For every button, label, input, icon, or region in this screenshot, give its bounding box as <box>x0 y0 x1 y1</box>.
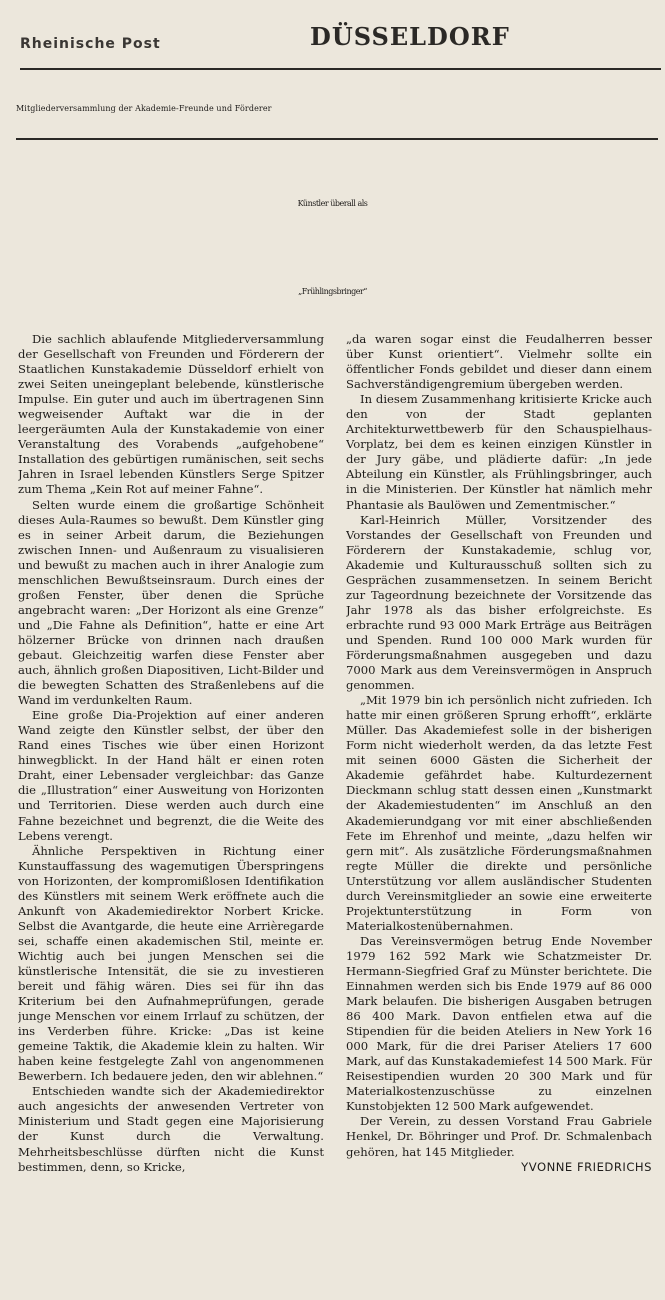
headline-line-1: Künstler überall als <box>297 199 368 208</box>
headline-line-2: „Frühlingsbringer“ <box>298 287 367 296</box>
paragraph: Der Verein, zu dessen Vorstand Frau Gabriele Henkel, Dr. Böhringer und Prof. Dr. Schmalenbach gehören, hat 145 Mitglieder. <box>346 1114 652 1159</box>
paragraph: Die sachlich ablaufende Mitgliederversammlung der Gesellschaft von Freunden und Förderern der Staatlichen Kunstakademie Düsseldorf erhielt von zwei Seiten uneingeplant belebende, künstlerische Impulse. Ein guter und auch im übertragenen Sinn wegweisender Auftakt war die in der leergeräumten Aula der Kunstakademie von einer Veranstaltung des Vorabends „aufgehobene“ Installation des gebürtigen rumänischen, seit sechs Jahren in Israel lebenden Künstlers Serge Spitzer zum Thema „Kein Rot auf meiner Fahne“. <box>18 332 324 497</box>
article-kicker: Mitgliederversammlung der Akademie-Freunde und Förderer <box>16 104 272 113</box>
newspaper-name: Rheinische Post <box>20 36 161 52</box>
section-city: DÜSSELDORF <box>310 22 510 51</box>
paragraph: Das Vereinsvermögen betrug Ende November 1979 162 592 Mark wie Schatzmeister Dr. Hermann-Siegfried Graf zu Münster berichtete. Die Einnahmen werden sich bis Ende 1979 auf 86 000 Mark belaufen. Die bisherigen Ausgaben betrugen 86 400 Mark. Davon entfielen etwa auf die Stipendien für die beiden Ateliers in New York 16 000 Mark, für die drei Pariser Ateliers 17 600 Mark, auf das Kunstakademiefest 14 500 Mark. Für Reisestipendien wurden 20 300 Mark und für Materialkostenzuschüsse zu einzelnen Kunstobjekten 12 500 Mark aufgewendet. <box>346 933 652 1114</box>
paragraph: Eine große Dia-Projektion auf einer anderen Wand zeigte den Künstler selbst, der über den Rand eines Tisches wie über einen Horizont hinwegblickt. In der Hand hält er einen roten Draht, einer Lebensader vergleichbar: das Ganze die „Illustration“ einer Ausweitung von Horizonten und Territorien. Diese werden auch durch eine Fahne bezeichnet und begrenzt, die die Weite des Lebens verengt. <box>18 708 324 843</box>
paragraph: Ähnliche Perspektiven in Richtung einer Kunstauffassung des wagemutigen Überspringens von Horizonten, der kompromißlosen Identifikation des Künstlers mit seinem Werk eröffnete auch die Ankunft von Akademiedirektor Norbert Kricke. Selbst die Avantgarde, die heute eine Arrièregarde sei, schaffe einen akademischen Stil, meinte er. Wichtig auch bei jungen Menschen sei die künstlerische Intensität, die sie zu investieren bereit und fähig wären. Dies sei für ihn das Kriterium bei den Aufnahmeprüfungen, gerade junge Menschen vor einem Irrlauf zu schützen, der ins Verderben führe. Kricke: „Das ist keine gemeine Taktik, die Akademie klein zu halten. Wir haben keine festgelegte Zahl von angenommenen Bewerbern. Ich bedauere jeden, den wir ablehnen.“ <box>18 843 324 1084</box>
masthead-rule <box>20 68 661 70</box>
paragraph: Selten wurde einem die großartige Schönheit dieses Aula-Raumes so bewußt. Dem Künstler ging es in seiner Arbeit darum, die Beziehungen zwischen Innen- und Außenraum zu visualisieren und bewußt zu machen auch in ihrer Analogie zum menschlichen Bewußtseinsraum. Durch eines der großen Fenster, über denen die Sprüche angebracht waren: „Der Horizont als eine Grenze“ und „Die Fahne als Definition“, hatte er eine Art hölzerner Brücke von drinnen nach draußen gebaut. Gleichzeitig warfen diese Fenster aber auch, ähnlich großen Diapositiven, Licht-Bilder und die bewegten Schatten des Straßenlebens auf die Wand im verdunkelten Raum. <box>18 497 324 708</box>
paragraph: Karl-Heinrich Müller, Vorsitzender des Vorstandes der Gesellschaft von Freunden und Förderern der Kunstakademie, schlug vor, Akademie und Kulturausschuß sollten sich zu Gesprächen zusammensetzen. In seinem Bericht zur Tageordnung bezeichnete der Vorsitzende das Jahr 1978 als das bisher erfolgreichste. Es erbrachte rund 93 000 Mark Erträge aus Beiträgen und Spenden. Rund 100 000 Mark wurden für Förderungsmaßnahmen ausgegeben und dazu 7000 Mark aus dem Vereinsvermögen in Anspruch genommen. <box>346 512 652 693</box>
article-headline <box>0 160 665 336</box>
kicker-rule <box>16 138 658 140</box>
text-column-right <box>346 332 652 1294</box>
author-byline: YVONNE FRIEDRICHS <box>521 1159 652 1174</box>
paragraph: „da waren sogar einst die Feudalherren besser über Kunst orientiert“. Vielmehr sollte ein öffentlicher Fonds gebildet und dieser dann einem Sachverständigengremium übergeben werden. <box>346 332 652 392</box>
paragraph: „Mit 1979 bin ich persönlich nicht zufrieden. Ich hatte mir einen größeren Sprung erhofft“, erklärte Müller. Das Akademiefest solle in der bisherigen Form nicht wiederholt werden, da das letzte Fest mit seinen 6000 Gästen die Sicherheit der Akademie gefährdet habe. Kulturdezernent Dieckmann schlug statt dessen einen „Kunstmarkt der Akademiestudenten“ im Anschluß an den Akademierundgang vor mit einer abschließenden Fete im Ehrenhof und meinte, „dazu helfen wir gern mit“. Als zusätzliche Förderungsmaßnahmen regte Müller die direkte und persönliche Unterstützung vor allem ausländischer Studenten durch Vereinsmitglieder an sowie eine erweiterte Projektunterstützung in Form von Materialkostenübernahmen. <box>346 693 652 933</box>
article-body <box>18 332 658 1298</box>
masthead <box>20 22 651 68</box>
paragraph: Entschieden wandte sich der Akademiedirektor auch angesichts der anwesenden Vertreter von Ministerium und Stadt gegen eine Majorisierung der Kunst durch die Verwaltung. Mehrheitsbeschlüsse dürften nicht die Kunst bestimmen, denn, so Kricke, <box>18 1084 324 1174</box>
text-column-left <box>18 332 324 1294</box>
paragraph: In diesem Zusammenhang kritisierte Kricke auch den von der Stadt geplanten Architekturwettbewerb für den Schauspielhaus-Vorplatz, bei dem es keinen einzigen Künstler in der Jury gäbe, und plädierte dafür: „In jede Abteilung ein Künstler, als Frühlingsbringer, auch in die Ministerien. Der Künstler hat nämlich mehr Phantasie als Baulöwen und Zementmischer.“ <box>346 392 652 512</box>
